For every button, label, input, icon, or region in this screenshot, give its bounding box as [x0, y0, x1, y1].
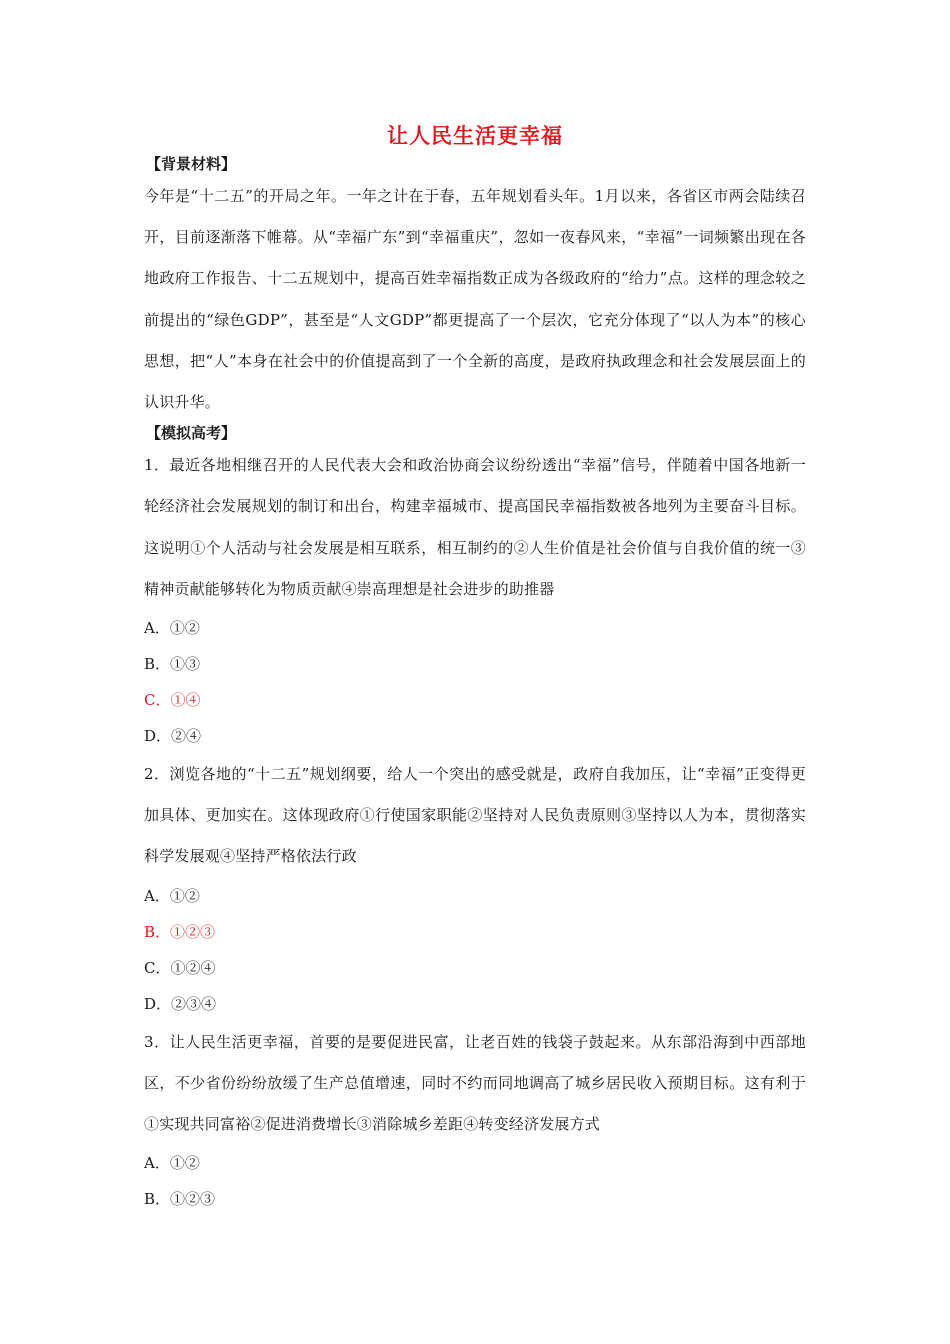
option-a: A．①②: [144, 886, 200, 905]
option-a: A．①②: [144, 1154, 200, 1173]
question-stem: 2．浏览各地的“十二五”规划纲要，给人一个突出的感受就是，政府自我加压，让“幸福”正变得更加具体、更加实在。这体现政府①行使国家职能②坚持对人民负责原则③坚持以人为本，贯彻落实科学发展观④坚持严格依法行政: [144, 765, 806, 866]
option-b: B．①②③: [144, 1190, 216, 1209]
option-b-correct: B．①②③: [144, 922, 216, 941]
document-page: [144, 118, 806, 1217]
question-3: [144, 1022, 806, 1218]
background-paragraph: 今年是“十二五”的开局之年。一年之计在于春，五年规划看头年。1月以来，各省区市两会陆续召开，目前逐渐落下帷幕。从“幸福广东”到“幸福重庆”，忽如一夜春风来，“幸福”一词频繁出现在各地政府工作报告、十二五规划中，提高百姓幸福指数正成为各级政府的“给力”点。这样的理念较之前提出的“绿色GDP”，甚至是“人文GDP”都更提高了一个层次，它充分体现了“以人为本”的核心思想，把“人”本身在社会中的价值提高到了一个全新的高度，是政府执政理念和社会发展层面上的认识升华。: [144, 187, 806, 412]
question-1: [144, 445, 806, 754]
question-stem: 3．让人民生活更幸福，首要的是要促进民富，让老百姓的钱袋子鼓起来。从东部沿海到中西部地区，不少省份纷纷放缓了生产总值增速，同时不约而同地调高了城乡居民收入预期目标。这有利于①实现共同富裕②促进消费增长③消除城乡差距④转变经济发展方式: [144, 1032, 806, 1134]
document-title: 让人民生活更幸福: [387, 123, 563, 148]
question-2: [144, 754, 806, 1022]
question-stem: 1．最近各地相继召开的人民代表大会和政治协商会议纷纷透出“幸福”信号，伴随着中国各地新一轮经济社会发展规划的制订和出台，构建幸福城市、提高国民幸福指数被各地列为主要奋斗目标。这说明①个人活动与社会发展是相互联系，相互制约的②人生价值是社会价值与自我价值的统一③精神贡献能够转化为物质贡献④崇高理想是社会进步的助推器: [144, 456, 806, 598]
mock-exam-heading: 【模拟高考】: [146, 424, 237, 443]
option-a: A．①②: [144, 619, 200, 638]
option-d: D．②④: [144, 727, 202, 746]
option-d: D．②③④: [144, 994, 217, 1013]
option-c-correct: C．①④: [144, 691, 201, 710]
option-b: B．①③: [144, 655, 201, 674]
background-heading: 【背景材料】: [146, 155, 237, 173]
option-c: C．①②④: [144, 958, 216, 977]
